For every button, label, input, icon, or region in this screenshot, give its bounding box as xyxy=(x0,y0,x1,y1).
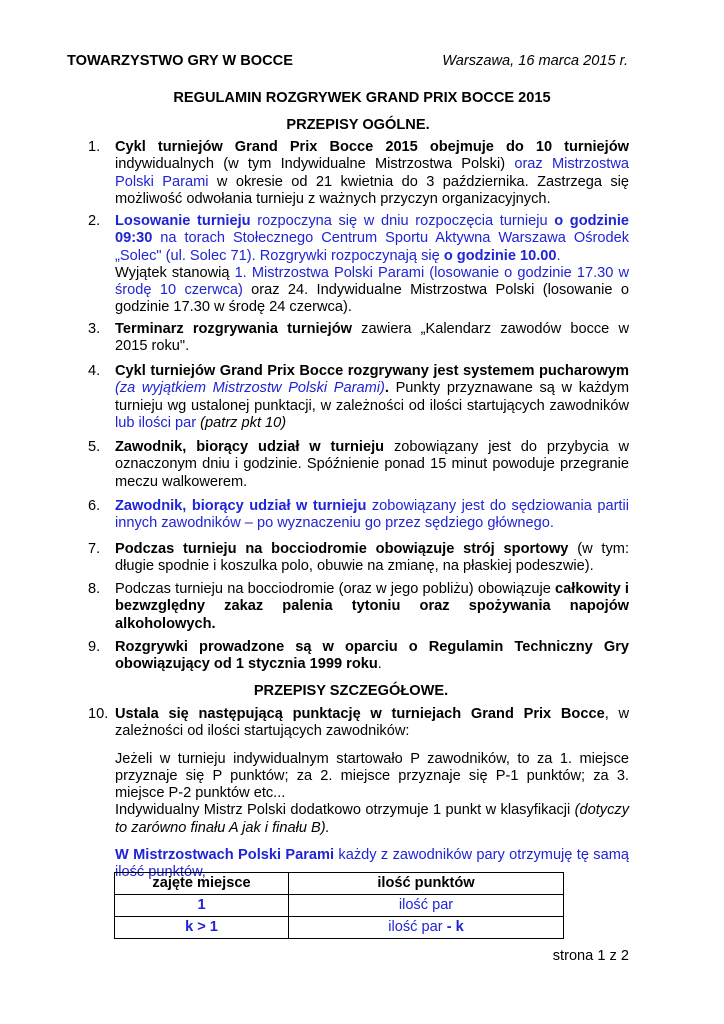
header-organization: TOWARZYSTWO GRY W BOCCE xyxy=(67,53,293,69)
rule-item-1 xyxy=(88,139,629,208)
rule-text-highlight: każdy z zawodników pary otrzymuję tę samą ilość punktów, xyxy=(115,847,629,881)
rule-text-highlight: Losowanie turnieju xyxy=(115,213,251,229)
section-detailed-heading: PRZEPISY SZCZEGÓŁOWE. xyxy=(253,683,449,699)
table-cell-text-bold: - k xyxy=(446,918,464,935)
rule-item-5 xyxy=(88,439,629,491)
rule-text-highlight: lub ilości par xyxy=(115,414,197,431)
rule-item-6 xyxy=(88,498,629,533)
rule-text-bold: całkowity i bezwzględny zakaz palenia tytoniu oraz spożywania napojów alkoholowych. xyxy=(115,581,629,632)
rule-text-bold: Terminarz rozgrywania turniejów xyxy=(115,321,352,337)
rule-text: indywidualnych (w tym Indywidualne Mistrzostwa Polski) xyxy=(115,156,515,173)
table-header-row xyxy=(115,873,564,895)
rule-text-highlight: (za wyjątkiem Mistrzostw Polski Parami) xyxy=(115,380,385,397)
rule-item-7 xyxy=(88,541,629,576)
rule-text-highlight: oraz Mistrzostwa Polski Parami xyxy=(115,156,629,190)
table-cell-text: ilość par xyxy=(388,918,447,935)
rule-number: 10. xyxy=(88,706,109,722)
rule-paragraph: Indywidualny Mistrz Polski dodatkowo otrzymuje 1 punkt w klasyfikacji xyxy=(115,802,575,819)
table-cell: 1 xyxy=(115,895,289,917)
table-row xyxy=(115,895,564,917)
table-header-cell: ilość punktów xyxy=(289,873,564,895)
rule-text-highlight: zobowiązany jest do sędziowania partii innych zawodników – po wyznaczeniu go przez sędziego głównego. xyxy=(115,498,629,532)
rule-text: , w zależności od ilości startujących zawodników: xyxy=(115,706,629,740)
rule-number: 8. xyxy=(88,581,101,597)
rule-text: (w tym: długie spodnie i koszulka polo, obuwie na zmianę, na płaskiej podeszwie). xyxy=(115,541,629,575)
rule-text-bold: Zawodnik, biorący udział w turnieju xyxy=(115,439,385,455)
rule-number: 1. xyxy=(88,139,101,155)
rule-text-bold: Cykl turniejów Grand Prix Bocce rozgrywany jest systemem pucharowym xyxy=(115,363,629,379)
rule-text: Wyjątek stanowią xyxy=(115,264,235,281)
rule-number: 2. xyxy=(88,213,101,229)
rule-item-4 xyxy=(88,363,629,432)
rule-number: 5. xyxy=(88,439,101,455)
rule-number: 6. xyxy=(88,498,101,514)
rule-text-highlight: . xyxy=(556,247,561,264)
table-cell: k > 1 xyxy=(115,917,289,939)
rule-text: w okresie od 21 kwietnia do 3 października. Zastrzega się możliwość odwołania turnieju z ważnych przyczyn organizacyjnych. xyxy=(115,173,629,207)
page-number: strona 1 z 2 xyxy=(552,948,629,964)
rule-text-highlight: na torach Stołecznego Centrum Sportu Aktywna Warszawa Ośrodek „Solec" (ul. Solec 71). Rozgrywki rozpoczynają się xyxy=(115,230,629,264)
rule-text-highlight: 1. Mistrzostwa Polski Parami (losowanie o godzinie 17.30 w środę 10 czerwca) xyxy=(115,264,629,299)
rule-text: . xyxy=(377,656,382,673)
rule-text: zobowiązany jest do przybycia w oznaczonym dniu i godzinie. Spóźnienie ponad 15 minut powoduje przegranie meczu walkowerem. xyxy=(115,439,629,490)
rule-paragraph: Jeżeli w turnieju indywidualnym startowało P zawodników, to za 1. miejsce przyznaje się P punktów; za 2. miejsce przyznaje się P-1 punktów; za 3. miejsce P-2 punktów etc... xyxy=(115,750,629,802)
document-title: REGULAMIN ROZGRYWEK GRAND PRIX BOCCE 2015 xyxy=(173,90,551,106)
rule-text-bold: Rozgrywki prowadzone są w oparciu o Regulamin Techniczny Gry obowiązujący od 1 stycznia 1999 roku xyxy=(115,639,629,673)
rule-text-highlight: o godzinie 10.00 xyxy=(443,247,557,264)
table-header-cell: zajęte miejsce xyxy=(115,873,289,895)
rule-text-italic: (dotyczy to zarówno finału A jak i finału B). xyxy=(115,802,629,836)
rule-number: 4. xyxy=(88,363,101,379)
rule-text-bold: Podczas turnieju na bocciodromie obowiązuje strój sportowy xyxy=(115,541,569,557)
rule-text-highlight: rozpoczyna się w dniu rozpoczęcia turnieju xyxy=(250,213,555,229)
section-general-heading: PRZEPISY OGÓLNE. xyxy=(286,117,430,133)
rule-number: 3. xyxy=(88,321,101,337)
table-cell-text: ilość par xyxy=(398,896,454,913)
rule-text-highlight: Zawodnik, biorący udział w turnieju xyxy=(115,498,367,514)
rule-text-bold: . xyxy=(384,380,389,397)
rule-text-italic: (patrz pkt 10) xyxy=(196,414,287,431)
table-cell xyxy=(289,895,564,917)
rule-text-highlight: W Mistrzostwach Polski Parami xyxy=(115,847,335,864)
points-table xyxy=(114,872,564,939)
rule-text: zawiera „Kalendarz zawodów bocce w 2015 roku". xyxy=(115,321,629,355)
rule-text: Punkty przyznawane są w każdym turnieju wg ustalonej punktacji, w zależności od ilości startujących zawodników xyxy=(115,380,629,414)
rule-number: 9. xyxy=(88,639,101,655)
header-date: Warszawa, 16 marca 2015 r. xyxy=(442,53,628,69)
table-row xyxy=(115,917,564,939)
rule-item-3 xyxy=(88,321,629,356)
rule-item-10 xyxy=(88,706,629,882)
rule-text-bold: Ustala się następującą punktację w turniejach Grand Prix Bocce xyxy=(115,706,605,722)
rule-item-2 xyxy=(88,213,629,317)
table-cell xyxy=(289,917,564,939)
rule-number: 7. xyxy=(88,541,101,557)
rule-text: Podczas turnieju na bocciodromie (oraz w jego pobliżu) obowiązuje xyxy=(115,581,556,597)
rule-text: oraz 24. Indywidualne Mistrzostwa Polski (losowanie o godzinie 17.30 w środę 24 czerwca). xyxy=(115,282,629,316)
rule-text-bold: Cykl turniejów Grand Prix Bocce 2015 obejmuje do 10 turniejów xyxy=(115,139,629,155)
rule-text-highlight: o godzinie 09:30 xyxy=(115,213,629,247)
rule-item-9 xyxy=(88,639,629,674)
rule-item-8 xyxy=(88,581,629,633)
